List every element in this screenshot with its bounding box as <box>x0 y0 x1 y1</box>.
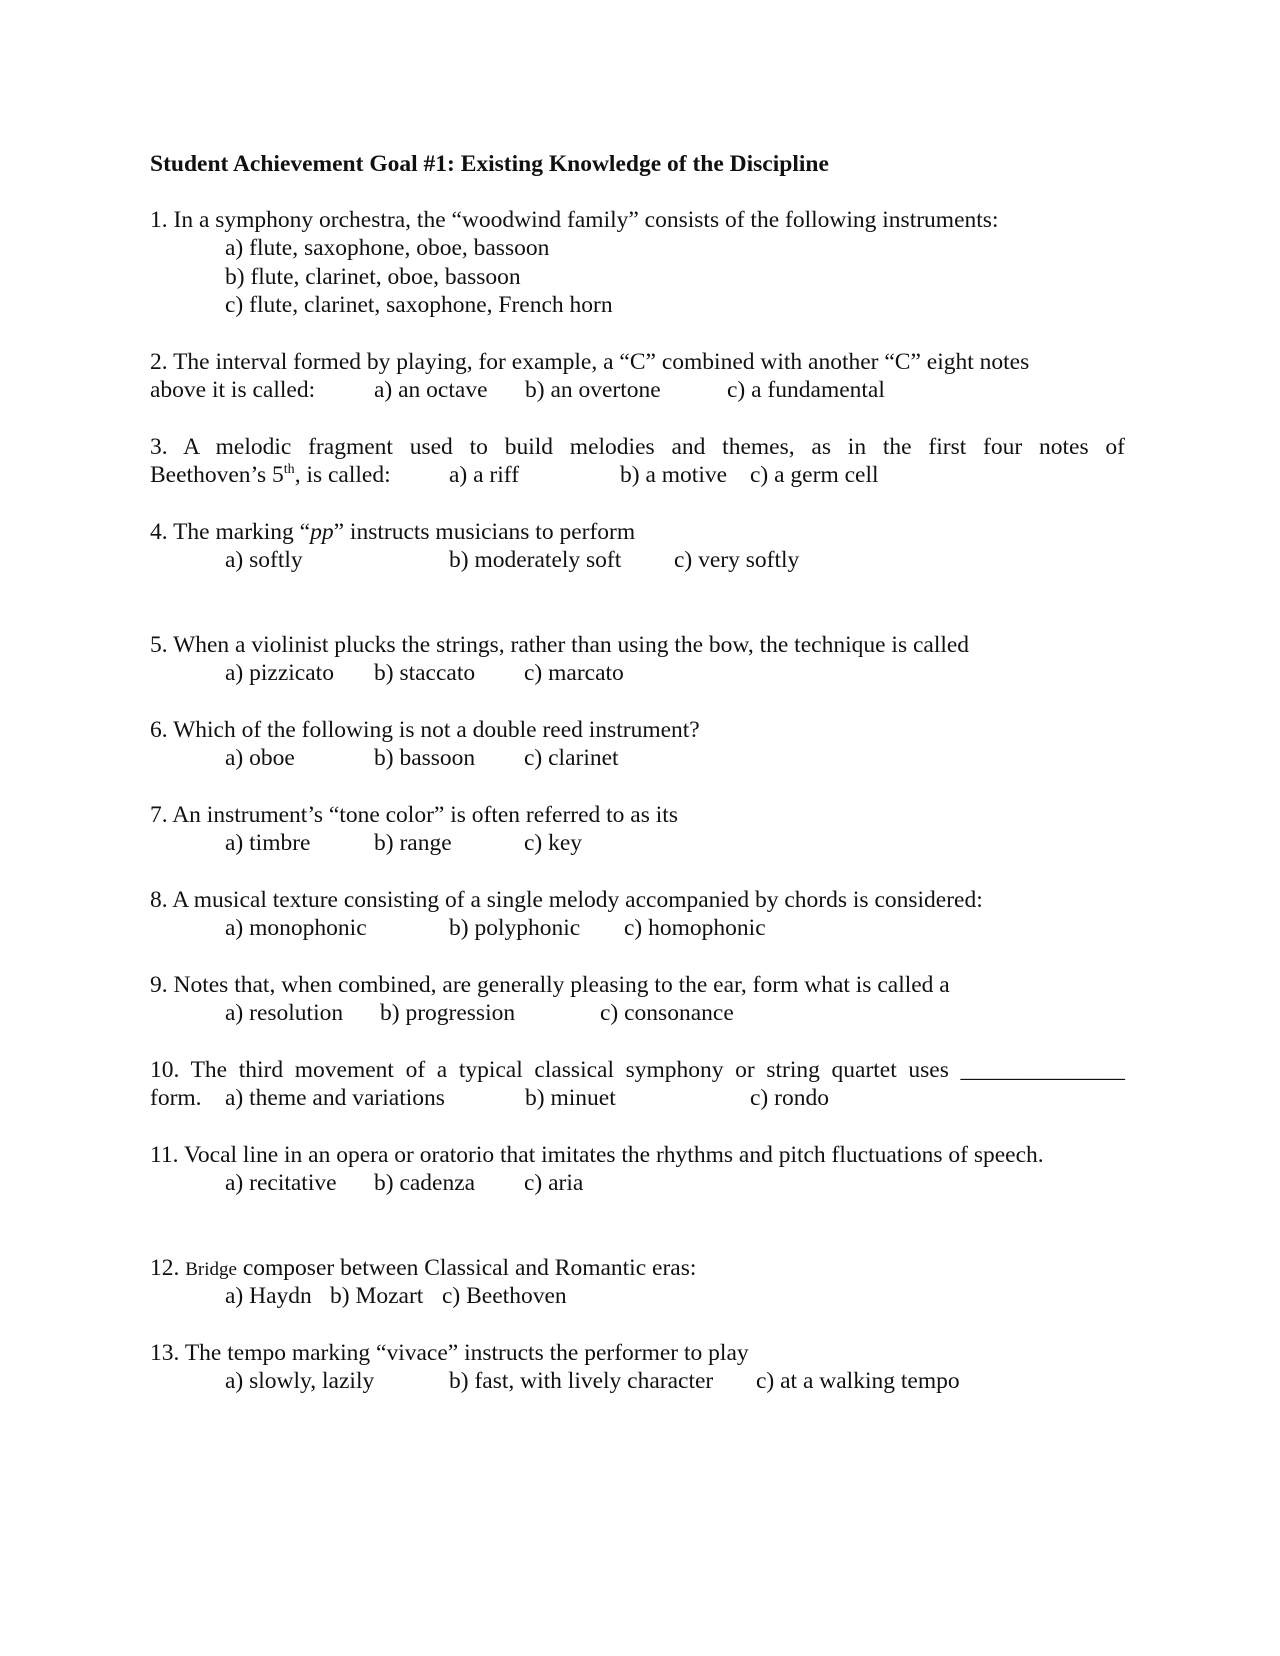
question-1 <box>150 206 1125 320</box>
question-options <box>150 1169 1125 1198</box>
question-lead: form. <box>150 1085 202 1111</box>
option-a: a) resolution <box>225 1000 344 1026</box>
option-a: a) softly <box>225 547 303 573</box>
option-a: a) timbre <box>225 830 311 856</box>
question-9 <box>150 971 1125 1028</box>
option-c: c) flute, clarinet, saxophone, French horn <box>225 292 613 318</box>
option-a: a) pizzicato <box>225 660 334 686</box>
question-stem: 3. A melodic fragment used to build melodies and themes, as in the first four notes of <box>150 433 1125 460</box>
option-b: b) Mozart <box>330 1283 424 1309</box>
question-12 <box>150 1254 1125 1311</box>
option-a: a) Haydn <box>225 1283 312 1309</box>
question-options <box>150 659 1125 688</box>
question-stem: 7. An instrument’s “tone color” is often referred to as its <box>150 801 678 828</box>
question-11 <box>150 1141 1125 1198</box>
question-6 <box>150 716 1125 773</box>
option-a: a) recitative <box>225 1170 337 1196</box>
option-c: c) aria <box>524 1170 584 1196</box>
option-c: c) a fundamental <box>727 377 885 403</box>
option-b: b) minuet <box>525 1085 616 1111</box>
option-a: a) a riff <box>449 462 520 488</box>
option-a: a) flute, saxophone, oboe, bassoon <box>225 235 550 261</box>
question-options <box>150 1282 1125 1311</box>
option-b: b) cadenza <box>374 1170 476 1196</box>
option-a: a) monophonic <box>225 915 367 941</box>
question-5 <box>150 631 1125 688</box>
question-stem: 10. The third movement of a typical classical symphony or string quartet uses ______________ <box>150 1056 1125 1083</box>
question-options <box>150 1084 1125 1113</box>
option-b: b) bassoon <box>374 745 476 771</box>
option-c: c) marcato <box>524 660 624 686</box>
option-c: c) homophonic <box>624 915 766 941</box>
option-b: b) a motive <box>620 462 728 488</box>
question-stem: 13. The tempo marking “vivace” instructs the performer to play <box>150 1339 749 1366</box>
page-title: Student Achievement Goal #1: Existing Knowledge of the Discipline <box>150 151 829 177</box>
option-b: b) polyphonic <box>449 915 581 941</box>
question-options <box>150 546 1125 575</box>
option-c: c) clarinet <box>524 745 619 771</box>
question-options <box>150 376 1125 405</box>
question-10 <box>150 1056 1125 1113</box>
option-b: b) flute, clarinet, oboe, bassoon <box>225 263 521 290</box>
question-stem: 1. In a symphony orchestra, the “woodwind family” consists of the following instruments: <box>150 206 999 233</box>
question-stem: 11. Vocal line in an opera or oratorio that imitates the rhythms and pitch fluctuations of speech. <box>150 1141 1044 1168</box>
question-options <box>150 999 1125 1028</box>
question-3 <box>150 433 1125 490</box>
question-lead: Beethoven’s 5th, is called: <box>150 462 391 488</box>
question-stem: 2. The interval formed by playing, for example, a “C” combined with another “C” eight notes <box>150 348 1030 375</box>
option-c: c) consonance <box>600 1000 734 1026</box>
option-c: c) at a walking tempo <box>756 1368 960 1394</box>
question-lead: above it is called: <box>150 377 316 403</box>
question-13 <box>150 1339 1125 1396</box>
option-a: a) theme and variations <box>225 1085 445 1111</box>
question-options <box>150 744 1125 773</box>
question-stem: 8. A musical texture consisting of a single melody accompanied by chords is considered: <box>150 886 983 913</box>
question-2 <box>150 348 1125 405</box>
option-c: c) key <box>524 830 583 856</box>
document-page <box>150 150 1125 1396</box>
option-b: b) range <box>374 830 452 856</box>
question-options <box>150 1367 1125 1396</box>
option-a: a) oboe <box>225 745 295 771</box>
option-b: b) progression <box>380 1000 516 1026</box>
option-c: c) Beethoven <box>442 1283 567 1309</box>
option-a: a) slowly, lazily <box>225 1368 375 1394</box>
option-c: c) very softly <box>674 547 800 573</box>
question-stem: 9. Notes that, when combined, are generally pleasing to the ear, form what is called a <box>150 971 950 998</box>
question-options <box>150 914 1125 943</box>
question-7 <box>150 801 1125 858</box>
question-stem: 12. Bridge composer between Classical and Romantic eras: <box>150 1254 697 1281</box>
question-stem: 6. Which of the following is not a double reed instrument? <box>150 716 700 743</box>
question-stem: 4. The marking “pp” instructs musicians to perform <box>150 518 636 545</box>
option-c: c) rondo <box>750 1085 829 1111</box>
question-options <box>150 829 1125 858</box>
question-options <box>150 461 1125 490</box>
option-a: a) an octave <box>374 377 488 403</box>
question-8 <box>150 886 1125 943</box>
option-b: b) fast, with lively character <box>449 1368 714 1394</box>
option-c: c) a germ cell <box>750 462 879 488</box>
option-b: b) moderately soft <box>449 547 622 573</box>
option-b: b) staccato <box>374 660 476 686</box>
question-stem: 5. When a violinist plucks the strings, rather than using the bow, the technique is called <box>150 631 970 658</box>
question-4 <box>150 518 1125 575</box>
option-b: b) an overtone <box>525 377 661 403</box>
